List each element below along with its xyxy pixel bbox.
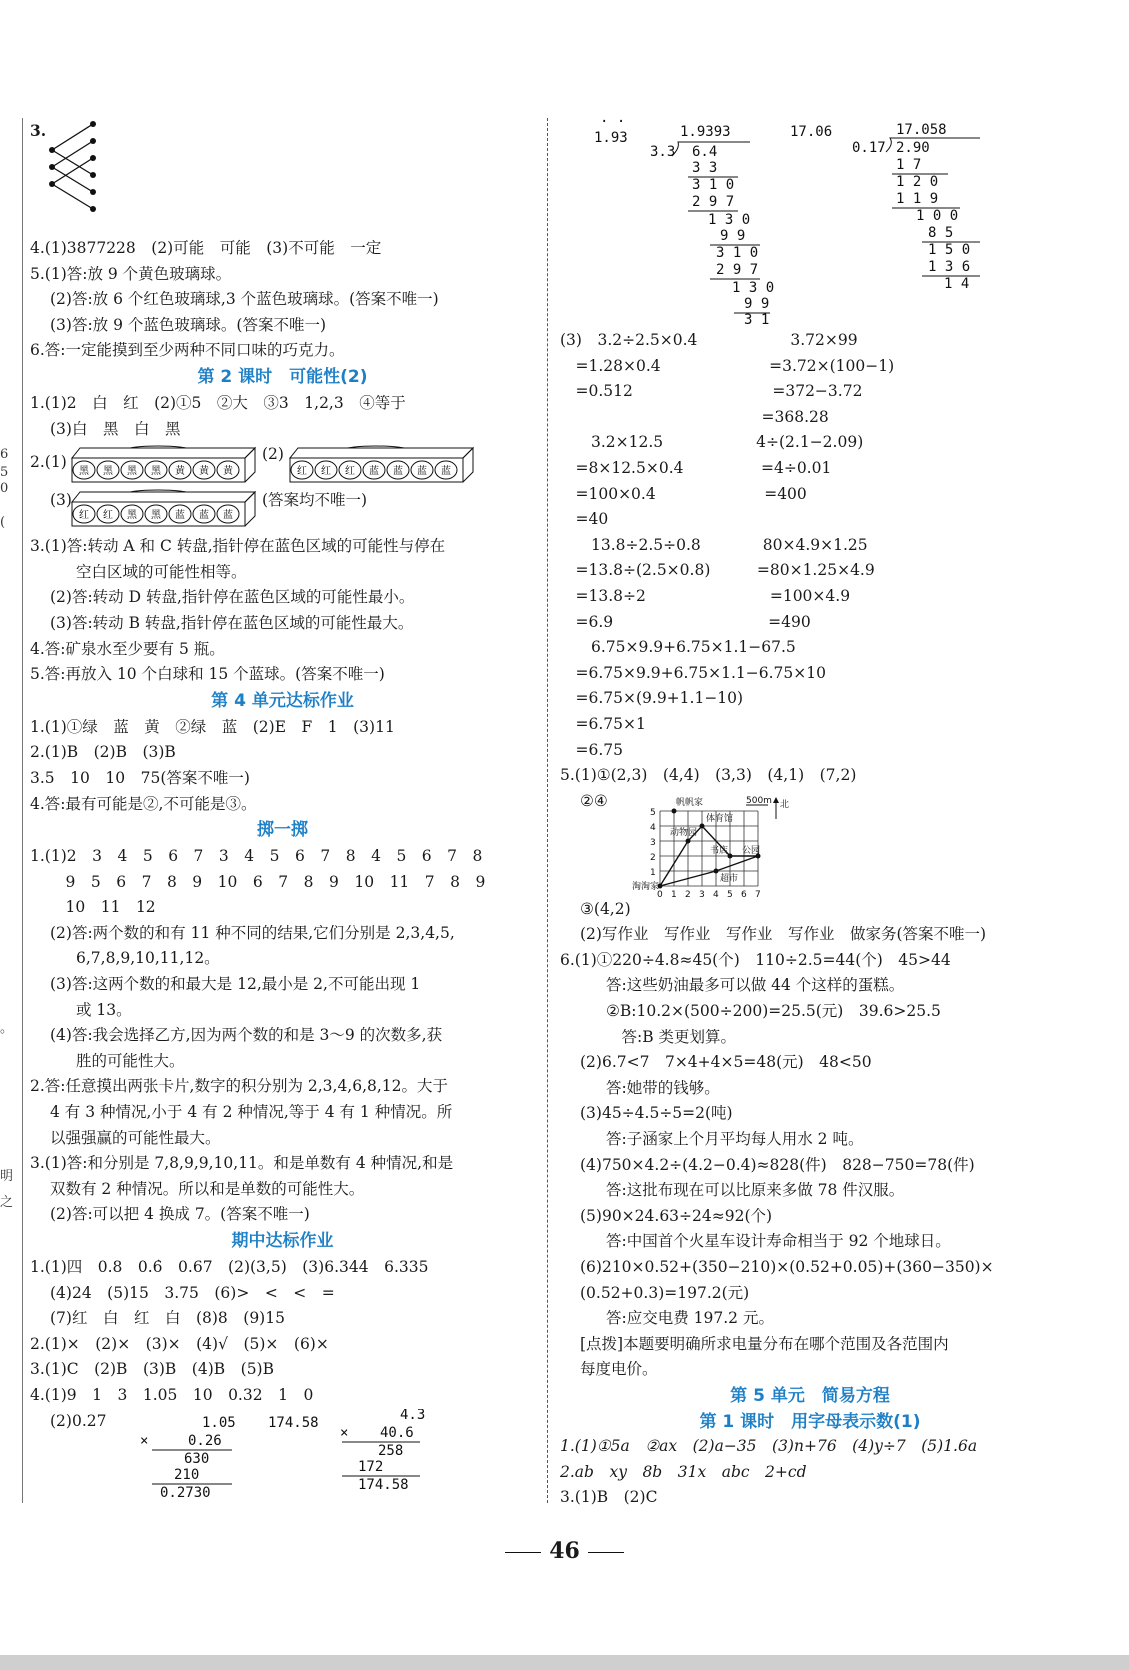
answer-line: 1.(1)①5a ②ax (2)a−35 (3)n+76 (4)y÷7 (5)1.6a: [560, 1436, 978, 1455]
ball-label: 黄: [199, 466, 209, 478]
ball-label: 黑: [127, 466, 137, 478]
svg-text:1 3 6: 1 3 6: [928, 259, 971, 275]
answer-line: ②B:10.2×(500÷200)=25.5(元) 39.6>25.5: [606, 1002, 941, 1021]
answer-line: 2.(1)B (2)B (3)B: [30, 743, 176, 762]
matching-lines-figure: [46, 118, 126, 228]
ball-label: 黄: [223, 466, 233, 478]
answer-line: 5.(1)①(2,3) (4,4) (3,3) (4,1) (7,2): [560, 766, 857, 785]
svg-text:630: 630: [184, 1450, 210, 1467]
answer-line: (2)答:转动 D 转盘,指针停在蓝色区域的可能性最小。: [50, 588, 415, 607]
svg-text:×: ×: [140, 1432, 149, 1449]
svg-text:1.93: 1.93: [594, 130, 628, 146]
svg-text:1 1 9: 1 1 9: [896, 191, 939, 207]
svg-text:9 9: 9 9: [744, 296, 770, 312]
left-column: [30, 118, 535, 1499]
svg-text:3: 3: [699, 889, 705, 899]
ball-label: 黑: [127, 510, 137, 522]
svg-text:3 1: 3 1: [744, 312, 770, 328]
answer-line: (3)白 黑 白 黑: [50, 419, 181, 438]
bottom-band: [0, 1655, 1129, 1670]
answer-line: 答:她带的钱够。: [606, 1078, 720, 1097]
answer-line: (4)答:我会选择乙方,因为两个数的和是 3～9 的次数多,获: [50, 1026, 443, 1045]
answer-line: =368.28: [560, 407, 829, 426]
svg-text:公园: 公园: [742, 845, 761, 856]
edge-fragment: 之: [0, 1195, 14, 1210]
svg-text:2.90: 2.90: [896, 140, 930, 156]
answer-line: 3.(1)答:转动 A 和 C 转盘,指针停在蓝色区域的可能性与停在: [30, 537, 446, 556]
svg-text:9 9: 9 9: [720, 228, 746, 244]
svg-text:2 9 7: 2 9 7: [692, 194, 735, 210]
page-number-dash: [588, 1552, 624, 1553]
svg-text:0.2730: 0.2730: [160, 1484, 211, 1499]
ball-label: 黄: [175, 466, 185, 478]
answer-line: (2)写作业 写作业 写作业 写作业 做家务(答案不唯一): [580, 925, 987, 944]
svg-text:3.3: 3.3: [650, 144, 676, 160]
answer-line: 3.(1)C (2)B (3)B (4)B (5)B: [30, 1360, 274, 1379]
place-label: 帆帆家: [676, 797, 704, 808]
ball-label: 黑: [79, 466, 89, 478]
answer-line: 2.答:任意摸出两张卡片,数字的积分别为 2,3,4,6,8,12。大于: [30, 1077, 449, 1096]
answer-line: 答:中国首个火星车设计寿命相当于 92 个地球日。: [606, 1232, 951, 1251]
svg-text:7: 7: [755, 889, 761, 899]
answer-line: 5.(1)答:放 9 个黄色玻璃球。: [30, 264, 232, 283]
map-answer: [560, 789, 1060, 897]
svg-text:1 0 0: 1 0 0: [916, 208, 959, 224]
answer-line: 答:应交电费 197.2 元。: [606, 1309, 774, 1328]
answer-line: =1.28×0.4 =3.72×(100−1): [560, 356, 895, 375]
right-column: [560, 118, 1060, 1511]
answer-line: 2.(1): [30, 453, 67, 472]
ball-label: 红: [103, 510, 113, 522]
ball-label: 蓝: [199, 510, 209, 522]
ball-label: 蓝: [393, 466, 403, 478]
answer-line: 答:B 类更划算。: [606, 1027, 737, 1046]
svg-text:210: 210: [174, 1466, 200, 1483]
svg-text:淘淘家: 淘淘家: [632, 881, 660, 892]
svg-text:8 5: 8 5: [928, 225, 954, 241]
answer-line: 1.(1)①绿 蓝 黄 ②绿 蓝 (2)E F 1 (3)11: [30, 717, 395, 736]
ball-label: 蓝: [417, 466, 427, 478]
answer-line: =100×0.4 =400: [560, 484, 807, 503]
svg-text:4: 4: [650, 822, 656, 833]
answer-line: (3)答:转动 B 转盘,指针停在蓝色区域的可能性最大。: [50, 613, 414, 632]
svg-text:超市: 超市: [720, 873, 739, 884]
ball-label: 黑: [151, 510, 161, 522]
ball-label: 蓝: [441, 466, 451, 478]
ball-label: 红: [297, 466, 307, 478]
svg-text:2: 2: [685, 889, 691, 899]
svg-text:3 1 0: 3 1 0: [716, 245, 759, 261]
answer-line: =40: [560, 510, 609, 529]
answer-line: 4 有 3 种情况,小于 4 有 2 种情况,等于 4 有 1 种情况。所: [50, 1103, 453, 1122]
answer-line: 4.(1)9 1 3 1.05 10 0.32 1 0: [30, 1385, 314, 1404]
svg-text:1.9393: 1.9393: [680, 124, 731, 140]
answer-line: (3)答:这两个数的和最大是 12,最小是 2,不可能出现 1: [50, 975, 421, 994]
answer-line: =0.512 =372−3.72: [560, 382, 863, 401]
answer-line: =8×12.5×0.4 =4÷0.01: [560, 458, 832, 477]
answer-line: (6)210×0.52+(350−210)×(0.52+0.05)+(360−350)×: [580, 1258, 994, 1276]
answer-line: 双数有 2 种情况。所以和是单数的可能性大。: [50, 1179, 365, 1198]
answer-line: (4)750×4.2÷(4.2−0.4)≈828(件) 828−750=78(件): [580, 1155, 975, 1174]
answer-line: 9 5 6 7 8 9 10 6 7 8 9 10 11 7 8 9: [50, 872, 486, 891]
svg-text:1 3 0: 1 3 0: [708, 212, 751, 228]
answer-line: =6.9 =490: [560, 612, 811, 631]
jar-note: (答案均不唯一): [262, 491, 368, 510]
edge-fragment: 5: [0, 465, 9, 480]
svg-text:动物园: 动物园: [670, 827, 698, 838]
answer-line: (2)答:放 6 个红色玻璃球,3 个蓝色玻璃球。(答案不唯一): [50, 290, 439, 309]
svg-text:4.3: 4.3: [400, 1408, 426, 1423]
svg-text:2 9 7: 2 9 7: [716, 262, 759, 278]
svg-text:0: 0: [657, 889, 663, 899]
svg-text:40.6: 40.6: [380, 1424, 414, 1441]
ball-label: 黑: [151, 466, 161, 478]
ball-label: 红: [345, 466, 355, 478]
svg-text:2: 2: [650, 852, 656, 863]
long-division-svg: [560, 118, 1000, 328]
answer-line: 6.(1)①220÷4.8≈45(个) 110÷2.5=44(个) 45>44: [560, 950, 951, 969]
svg-text:6: 6: [741, 889, 747, 899]
section-heading: 期中达标作业: [231, 1231, 334, 1251]
answer-line: ③(4,2): [580, 899, 631, 918]
answer-line: (3)45÷4.5÷5=2(吨): [580, 1104, 733, 1123]
ball-label: 红: [79, 510, 89, 522]
answer-line: 5.答:再放入 10 个白球和 15 个蓝球。(答案不唯一): [30, 665, 385, 684]
svg-text:×: ×: [340, 1424, 349, 1441]
edge-fragment: 6: [0, 447, 9, 462]
ball-label: 蓝: [369, 466, 379, 478]
svg-text:1 3 0: 1 3 0: [732, 280, 775, 296]
answer-line: =6.75×9.9+6.75×1.1−6.75×10: [560, 663, 826, 682]
answer-line: 空白区域的可能性相等。: [76, 562, 247, 581]
ball-label: 蓝: [223, 510, 233, 522]
svg-text:1 4: 1 4: [944, 276, 970, 292]
answer-line: 4.答:矿泉水至少要有 5 瓶。: [30, 639, 225, 658]
answer-line: (2)0.27: [50, 1411, 107, 1430]
page-number-text: 46: [549, 1538, 580, 1564]
multiplication-figure: [120, 1409, 460, 1499]
svg-text:4: 4: [713, 889, 719, 899]
answer-line: (0.52+0.3)=197.2(元): [580, 1283, 750, 1302]
edge-fragment: 明: [0, 1169, 14, 1184]
edge-fragment: 0: [0, 481, 9, 496]
answer-line: 10 11 12: [50, 898, 156, 917]
svg-text:3 1 0: 3 1 0: [692, 177, 735, 193]
column-divider: [547, 118, 548, 1503]
vertical-multiplication: [30, 1409, 535, 1499]
answer-line: 1.(1)2 白 红 (2)①5 ②大 ③3 1,2,3 ④等于: [30, 393, 406, 412]
answer-2-jars-row1: [30, 442, 535, 488]
section-heading: 第 5 单元 简易方程: [730, 1385, 890, 1406]
answer-line: (5)90×24.63÷24≈92(个): [580, 1206, 773, 1225]
jar-figure-3: [70, 488, 260, 530]
answer-line: 答:这些奶油最多可以做 44 个这样的蛋糕。: [606, 976, 905, 995]
answer-line: 3.(1)B (2)C: [560, 1488, 658, 1507]
answer-line: 1.(1)四 0.8 0.6̇ 0.67 (2)(3,5) (3)6.344 6.335: [30, 1258, 429, 1276]
svg-text:172: 172: [358, 1458, 384, 1475]
answer-line: 6,7,8,9,10,11,12。: [76, 949, 220, 968]
svg-text:6.4: 6.4: [692, 144, 718, 160]
answer-3-matching: [30, 118, 535, 236]
answer-line: 3.: [30, 121, 47, 140]
answer-line: =6.75: [560, 740, 623, 759]
svg-text:1: 1: [650, 867, 656, 878]
answer-line: 每度电价。: [580, 1360, 658, 1379]
page-number: [0, 1538, 1129, 1564]
answer-line: (2)6.7<7 7×4+4×5=48(元) 48<50: [580, 1053, 872, 1072]
long-division-figure: [560, 118, 1060, 328]
section-heading: 掷一掷: [257, 820, 308, 841]
svg-text:500m: 500m: [746, 795, 772, 806]
svg-text:0.17: 0.17: [852, 140, 886, 156]
ball-label: 红: [321, 466, 331, 478]
svg-text:0.26: 0.26: [188, 1432, 222, 1449]
answer-line: (3)答:放 9 个蓝色玻璃球。(答案不唯一): [50, 315, 326, 334]
svg-text:1: 1: [671, 889, 677, 899]
edge-fragment: (: [0, 515, 6, 530]
answer-line: 以强强赢的可能性最大。: [50, 1128, 221, 1147]
section-heading: 第 4 单元达标作业: [211, 690, 354, 711]
answer-line: =13.8÷(2.5×0.8) =80×1.25×4.9: [560, 561, 875, 580]
svg-text:5: 5: [650, 807, 656, 818]
svg-text:3: 3: [650, 837, 656, 848]
answer-line: 2.(1)× (2)× (3)× (4)√ (5)× (6)×: [30, 1334, 329, 1353]
answer-line: 4.(1)3877228 (2)可能 可能 (3)不可能 一定: [30, 239, 382, 257]
svg-text:5: 5: [727, 889, 733, 899]
answer-line: (3) 3.2÷2.5×0.4 3.72×99: [560, 331, 858, 349]
svg-text:3 3: 3 3: [692, 160, 718, 176]
jar-label-2: (2): [262, 445, 284, 464]
answer-line: ②④: [580, 791, 608, 810]
svg-text:1 2 0: 1 2 0: [896, 174, 939, 190]
answer-line: 答:这批布现在可以比原来多做 78 件汉服。: [606, 1181, 905, 1200]
jar-figure-1: [70, 444, 260, 486]
section-heading: 第 1 课时 用字母表示数(1): [699, 1411, 921, 1432]
svg-text:· ·: · ·: [600, 118, 626, 130]
answer-2-jars-row2: [30, 488, 535, 534]
answer-line: =6.75×(9.9+1.1−10): [560, 689, 744, 708]
coordinate-map: [630, 791, 830, 899]
section-heading: 第 2 课时 可能性(2): [197, 366, 368, 387]
answer-line: (7)红 白 红 白 (8)8 (9)15: [50, 1309, 285, 1328]
svg-text:1 5 0: 1 5 0: [928, 242, 971, 258]
svg-text:17.06: 17.06: [790, 124, 833, 140]
page-number-dash: [505, 1552, 541, 1553]
answer-line: 答:子涵家上个月平均每人用水 2 吨。: [606, 1130, 864, 1149]
answer-line: 3.(1)答:和分别是 7,8,9,9,10,11。和是单数有 4 种情况,和是: [30, 1154, 454, 1173]
ball-label: 黑: [103, 466, 113, 478]
left-margin-line: [22, 118, 23, 1503]
svg-text:北: 北: [780, 799, 790, 810]
svg-text:体育馆: 体育馆: [706, 813, 734, 824]
svg-text:1.05: 1.05: [202, 1414, 236, 1431]
svg-text:174.58: 174.58: [268, 1414, 319, 1431]
svg-text:174.58: 174.58: [358, 1476, 409, 1493]
answer-line: 1.(1)2 3 4 5 6 7 3 4 5 6 7 8 4 5 6 7 8: [30, 847, 483, 866]
ball-label: 蓝: [175, 510, 185, 522]
answer-line: (3): [50, 491, 72, 510]
answer-line: 3.5 10 10 75(答案不唯一): [30, 768, 250, 787]
answer-line: (2)答:可以把 4 换成 7。(答案不唯一): [50, 1205, 310, 1224]
answer-line: 胜的可能性大。: [76, 1051, 185, 1070]
jar-figure-2: [288, 444, 478, 486]
answer-line: =6.75×1: [560, 714, 646, 733]
answer-line: [点拨]本题要明确所求电量分布在哪个范围及各范围内: [580, 1334, 949, 1353]
svg-text:书店: 书店: [710, 845, 729, 856]
svg-text:258: 258: [378, 1442, 404, 1459]
answer-line: 6.75×9.9+6.75×1.1−67.5: [560, 638, 796, 657]
svg-text:17.058: 17.058: [896, 122, 947, 138]
answer-line: 13.8÷2.5÷0.8 80×4.9×1.25: [560, 535, 868, 554]
answer-line: =13.8÷2 =100×4.9: [560, 586, 851, 605]
edge-fragment: 。: [0, 1021, 14, 1036]
answer-line: 4.答:最有可能是②,不可能是③。: [30, 794, 257, 813]
answer-line: 或 13。: [76, 1000, 132, 1019]
answer-line: 6.答:一定能摸到至少两种不同口味的巧克力。: [30, 341, 345, 360]
answer-line: (2)答:两个数的和有 11 种不同的结果,它们分别是 2,3,4,5,: [50, 923, 455, 942]
answer-line: 2.ab xy 8b 31x abc 2+cd: [560, 1462, 807, 1481]
answer-line: 3.2×12.5 4÷(2.1−2.09): [560, 433, 864, 452]
svg-text:1 7: 1 7: [896, 157, 922, 173]
answer-line: (4)24 (5)15 3.75 (6)> < < =: [50, 1283, 335, 1302]
